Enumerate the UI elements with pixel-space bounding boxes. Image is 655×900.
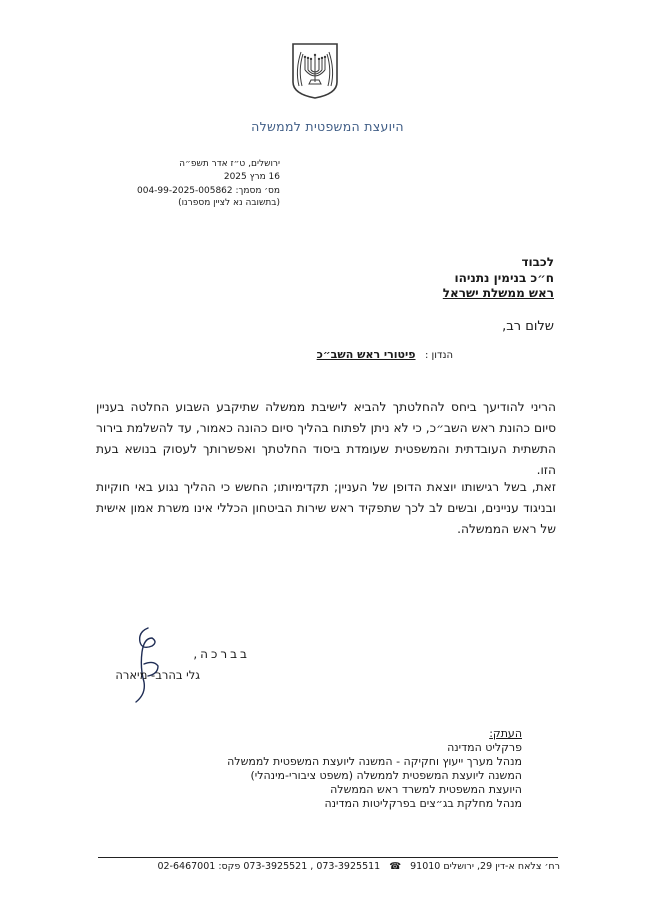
state-emblem-icon — [287, 42, 343, 100]
closing: בברכה, — [193, 647, 250, 661]
footer-fax: פקס: 02-6467001 — [157, 861, 241, 872]
cc-item: מנהל מחלקת בג״צים בפרקליטות המדינה — [324, 797, 522, 810]
handwritten-signature — [118, 624, 174, 706]
addressee-name: ח״כ בנימין נתניהו — [454, 271, 554, 285]
cc-item: פרקליט המדינה — [447, 741, 522, 754]
addressee-label: לכבוד — [521, 255, 554, 269]
footer-divider — [98, 857, 558, 858]
body-paragraph-1: הריני להודיעך ביחס להחלטתך להביא לישיבת ממשלה שתיקבע השבוע החלטה בעניין סיום כהונת ראש השב״כ, כי לא ניתן לפתוח בהליך סיום כהונה כאמור, עד להשלמת בירור התשתית העובדתית והמשפטית שעומדת ביסוד החלטתך ואפשרותך לעסוק בנושא בעת הזו. — [96, 400, 556, 477]
greeting: שלום רב, — [502, 319, 554, 334]
body-paragraph-2: זאת, בשל רגישותו יוצאת הדופן של העניין; תקדימיותו; החשש כי ההליך נגוע באי חוקיות ובניגוד עניינים, ובשים לב לכך שתפקיד ראש שירות הביטחון הכללי אינו משרת אמון אישית של ראש הממשלה. — [96, 480, 556, 536]
office-title: היועצת המשפטית לממשלה — [251, 119, 404, 134]
addressee-title: ראש ממשלת ישראל — [442, 286, 554, 300]
subject-label: הנדון : — [425, 350, 453, 361]
document-reference: מס׳ מסמך: 004-99-2025-005862 — [137, 186, 280, 196]
reference-note: (בתשובה נא לציין מספרנו) — [178, 198, 280, 208]
date-gregorian: 16 מרץ 2025 — [223, 172, 280, 182]
footer-address: רח׳ צלאח א-דין 29, ירושלים 91010 — [410, 861, 560, 872]
date-hebrew: ירושלים, ט״ז אדר תשפ״ה — [179, 159, 280, 169]
footer-contact — [95, 861, 560, 872]
cc-item: מנהל מערך ייעוץ וחקיקה - המשנה ליועצת המשפטית לממשלה — [227, 755, 522, 768]
footer-phones: 073-3925511 , 073-3925521 — [243, 861, 381, 872]
cc-item: היועצת המשפטית למשרד ראש הממשלה — [330, 783, 522, 796]
subject-line — [317, 348, 453, 361]
subject-value: פיטורי ראש השב״כ — [316, 348, 416, 361]
telephone-icon: ☎ — [389, 861, 402, 872]
cc-label: העתק: — [489, 727, 522, 740]
cc-item: המשנה ליועצת המשפטית לממשלה (משפט ציבורי-מינהלי) — [250, 769, 522, 782]
signer-name: גלי בהרב- מיארה — [115, 668, 200, 682]
